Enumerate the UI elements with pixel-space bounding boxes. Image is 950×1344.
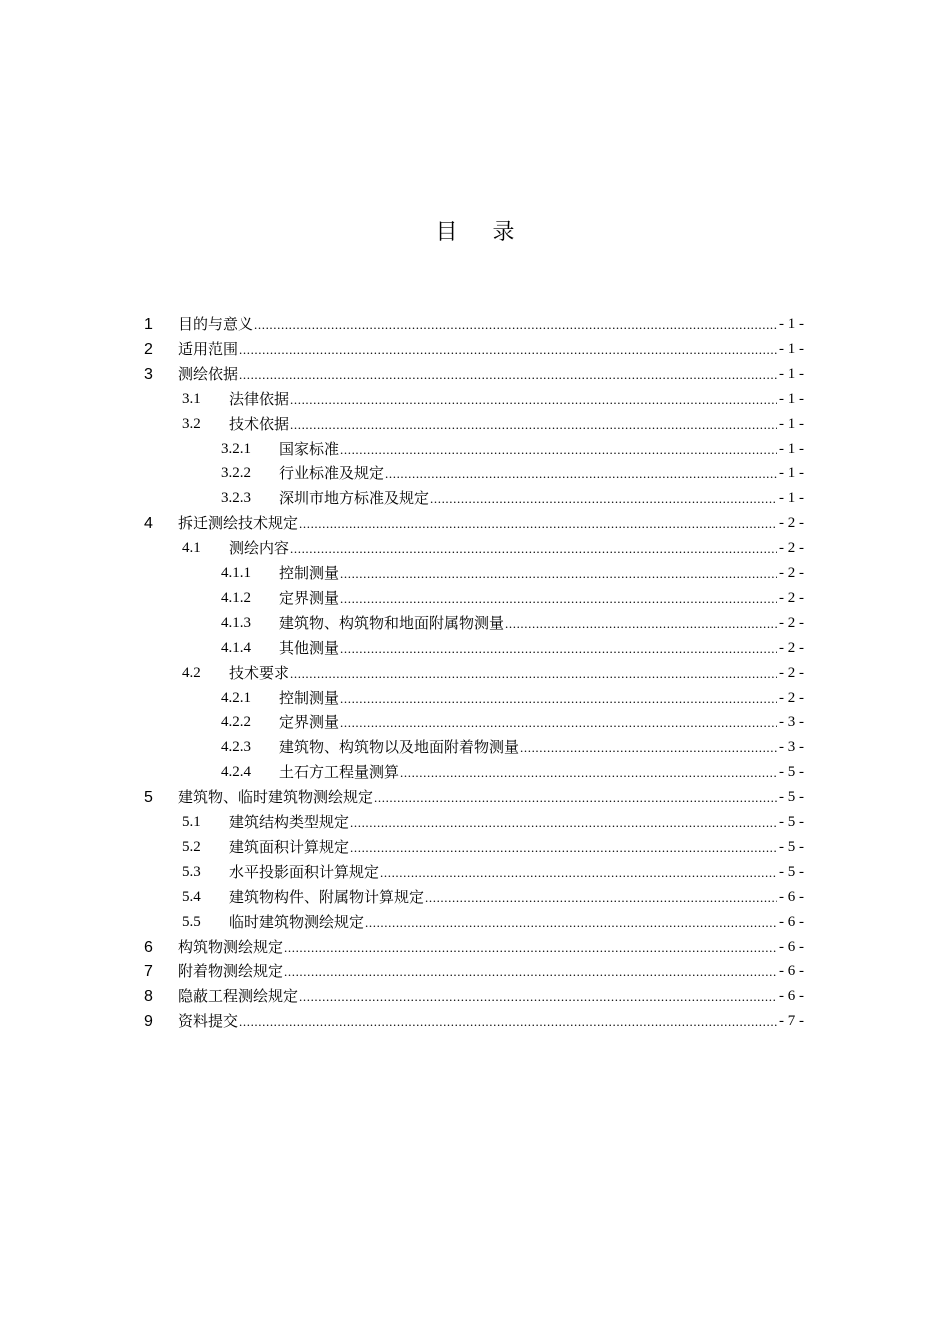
toc-entry-label: 深圳市地方标准及规定: [279, 489, 430, 508]
toc-entry-label: 临时建筑物测绘规定: [229, 912, 365, 931]
toc-entry-leader: [229, 661, 777, 686]
toc-entry-page: - 2 -: [777, 561, 804, 586]
toc-dot-leader: [365, 910, 777, 935]
toc-entry-page: - 2 -: [777, 661, 804, 686]
toc-entry-page: - 2 -: [777, 636, 804, 661]
toc-entry[interactable]: [0, 661, 950, 686]
toc-dot-leader: [350, 835, 777, 860]
toc-entry-number: 4.1.2: [221, 589, 251, 606]
toc-entry-page: - 3 -: [777, 710, 804, 735]
toc-entry-number: 4.2.2: [221, 714, 251, 731]
toc-entry-page: - 1 -: [777, 486, 804, 511]
toc-entry-leader: [279, 611, 777, 636]
toc-entry[interactable]: [0, 312, 950, 337]
toc-entry-page: - 6 -: [777, 885, 804, 910]
toc-entry-number: 8: [144, 988, 153, 1006]
toc-entry[interactable]: [0, 984, 950, 1009]
toc-entry-leader: [178, 984, 777, 1009]
toc-entry-leader: [178, 785, 777, 810]
toc-entry[interactable]: [0, 935, 950, 960]
toc-entry-label: 建筑物构件、附属物计算规定: [229, 887, 425, 906]
toc-dot-leader: [505, 611, 777, 636]
toc-entry-label: 控制测量: [279, 688, 340, 707]
toc-entry-page: - 5 -: [777, 760, 804, 785]
toc-dot-leader: [385, 461, 777, 486]
toc-entry-page: - 1 -: [777, 437, 804, 462]
toc-entry-leader: [178, 935, 777, 960]
toc-entry[interactable]: [0, 511, 950, 536]
toc-entry-page: - 3 -: [777, 735, 804, 760]
toc-entry[interactable]: [0, 387, 950, 412]
toc-entry[interactable]: [0, 686, 950, 711]
toc-entry-label: 测绘依据: [178, 364, 239, 383]
toc-entry-page: - 6 -: [777, 935, 804, 960]
toc-entry-number: 4.2.4: [221, 764, 251, 781]
toc-entry-leader: [178, 959, 777, 984]
toc-entry-number: 5.3: [182, 863, 201, 880]
toc-entry-number: 3.2.2: [221, 465, 251, 482]
toc-entry-page: - 1 -: [777, 362, 804, 387]
toc-entry[interactable]: [0, 412, 950, 437]
toc-entry-number: 3: [144, 365, 153, 383]
page-title: 目 录: [435, 220, 529, 245]
toc-entry-label: 拆迁测绘技术规定: [178, 514, 299, 533]
toc-entry-page: - 6 -: [777, 984, 804, 1009]
toc-entry-number: 5.2: [182, 838, 201, 855]
toc-entry[interactable]: [0, 437, 950, 462]
toc-dot-leader: [520, 735, 777, 760]
toc-entry[interactable]: [0, 885, 950, 910]
toc-entry-number: 5.1: [182, 814, 201, 830]
toc-entry-label: 建筑物、临时建筑物测绘规定: [178, 788, 374, 807]
toc-entry-label: 定界测量: [279, 713, 340, 732]
toc-entry-number: 3.1: [182, 390, 201, 407]
toc-dot-leader: [284, 935, 777, 960]
toc-dot-leader: [299, 984, 777, 1009]
toc-entry-page: - 2 -: [777, 536, 804, 561]
toc-dot-leader: [239, 1009, 777, 1034]
toc-entry-label: 构筑物测绘规定: [178, 937, 284, 956]
toc-entry-label: 建筑面积计算规定: [229, 837, 350, 856]
toc-entry-number: 5.4: [182, 888, 201, 905]
toc-entry-number: 6: [144, 938, 153, 956]
toc-dot-leader: [340, 561, 777, 586]
toc-entry-number: 3.2.3: [221, 490, 251, 507]
toc-entry-label: 定界测量: [279, 588, 340, 607]
toc-entry-leader: [178, 1009, 777, 1034]
toc-dot-leader: [374, 785, 777, 810]
toc-entry-label: 其他测量: [279, 638, 340, 657]
toc-entry-page: - 1 -: [777, 461, 804, 486]
toc-entry-page: - 1 -: [777, 387, 804, 412]
toc-entry-label: 建筑物、构筑物和地面附属物测量: [279, 613, 505, 632]
toc-entry-page: - 2 -: [777, 511, 804, 536]
toc-entry-page: - 5 -: [777, 835, 804, 860]
toc-entry-leader: [279, 686, 777, 711]
toc-entry[interactable]: [0, 586, 950, 611]
toc-entry[interactable]: [0, 835, 950, 860]
toc-entry-number: 3.2.1: [221, 440, 251, 457]
toc-entry[interactable]: [0, 810, 950, 835]
toc-entry[interactable]: [0, 561, 950, 586]
toc-dot-leader: [340, 710, 777, 735]
toc-entry-number: 4.2: [182, 664, 201, 681]
toc-entry-number: 4.1: [182, 540, 201, 557]
toc-dot-leader: [299, 511, 777, 536]
toc-dot-leader: [350, 810, 777, 835]
toc-dot-leader: [430, 486, 777, 511]
toc-entry-leader: [279, 561, 777, 586]
toc-entry-page: - 5 -: [777, 860, 804, 885]
toc-entry[interactable]: [0, 785, 950, 810]
toc-dot-leader: [254, 312, 777, 337]
toc-entry[interactable]: [0, 735, 950, 760]
toc-entry-label: 资料提交: [178, 1012, 239, 1031]
toc-entry-leader: [279, 636, 777, 661]
toc-entry-number: 4.2.1: [221, 689, 251, 706]
toc-entry[interactable]: [0, 362, 950, 387]
toc-entry-number: 4.2.3: [221, 739, 251, 756]
toc-entry-label: 行业标准及规定: [279, 464, 385, 483]
toc-entry-page: - 2 -: [777, 611, 804, 636]
toc-entry-leader: [279, 735, 777, 760]
toc-dot-leader: [340, 586, 777, 611]
toc-entry-label: 技术依据: [229, 414, 290, 433]
toc-entry-number: 5: [144, 789, 153, 807]
toc-entry-label: 水平投影面积计算规定: [229, 862, 380, 881]
toc-entry-leader: [279, 437, 777, 462]
toc-entry[interactable]: [0, 611, 950, 636]
toc-entry-label: 隐蔽工程测绘规定: [178, 987, 299, 1006]
toc-dot-leader: [380, 860, 777, 885]
toc-entry-page: - 7 -: [777, 1009, 804, 1034]
toc-dot-leader: [290, 536, 777, 561]
toc-entry-leader: [229, 860, 777, 885]
toc-entry-page: - 2 -: [777, 586, 804, 611]
toc-entry-leader: [229, 910, 777, 935]
toc-entry-leader: [279, 760, 777, 785]
toc-dot-leader: [340, 686, 777, 711]
toc-entry-leader: [279, 710, 777, 735]
toc-dot-leader: [400, 760, 777, 785]
toc-entry-number: 4: [144, 515, 153, 533]
toc-entry-leader: [279, 586, 777, 611]
toc-entry-label: 测绘内容: [229, 539, 290, 558]
toc-entry-leader: [279, 461, 777, 486]
toc-entry-leader: [229, 835, 777, 860]
toc-dot-leader: [290, 387, 777, 412]
toc-entry-page: - 1 -: [777, 412, 804, 437]
toc-entry-leader: [229, 810, 777, 835]
toc-entry-number: 3.2: [182, 415, 201, 432]
toc-entry[interactable]: [0, 910, 950, 935]
toc-entry-page: - 1 -: [777, 312, 804, 337]
toc-dot-leader: [425, 885, 777, 910]
toc-dot-leader: [284, 959, 777, 984]
toc-entry[interactable]: [0, 636, 950, 661]
toc-entry-number: 4.1.4: [221, 639, 251, 656]
toc-entry-label: 控制测量: [279, 564, 340, 582]
toc-entry-label: 法律依据: [229, 389, 290, 408]
toc-entry-page: - 5 -: [777, 785, 804, 810]
toc-entry-page: - 6 -: [777, 959, 804, 984]
toc-entry[interactable]: [0, 860, 950, 885]
toc-entry[interactable]: [0, 337, 950, 362]
toc-entry[interactable]: [0, 1009, 950, 1034]
toc-entry[interactable]: [0, 461, 950, 486]
toc-entry-leader: [178, 337, 777, 362]
toc-entry-label: 目的与意义: [178, 315, 254, 333]
toc-entry-label: 技术要求: [229, 663, 290, 682]
toc-entry-label: 附着物测绘规定: [178, 962, 284, 981]
toc-entry[interactable]: [0, 710, 950, 735]
toc-entry-leader: [229, 536, 777, 561]
toc-entry-label: 国家标准: [279, 439, 340, 458]
toc-entry-number: 4.1.3: [221, 614, 251, 631]
toc-entry-leader: [279, 486, 777, 511]
toc-entry[interactable]: [0, 760, 950, 785]
toc-entry[interactable]: [0, 959, 950, 984]
toc-entry-number: 7: [144, 963, 153, 981]
toc-dot-leader: [239, 337, 777, 362]
toc-dot-leader: [239, 362, 777, 387]
toc-entry-label: 建筑结构类型规定: [229, 813, 350, 831]
toc-entry-label: 适用范围: [178, 339, 239, 358]
toc-entry-number: 4.1.1: [221, 565, 251, 581]
toc-entry-leader: [229, 885, 777, 910]
toc-entry-leader: [178, 511, 777, 536]
toc-entry[interactable]: [0, 486, 950, 511]
toc-dot-leader: [340, 437, 777, 462]
toc-entry-page: - 1 -: [777, 337, 804, 362]
toc-entry-label: 土石方工程量测算: [279, 763, 400, 782]
toc-entry-number: 5.5: [182, 913, 201, 930]
toc-entry-number: 2: [144, 340, 153, 358]
toc-entry-leader: [178, 312, 777, 337]
toc-entry-leader: [229, 412, 777, 437]
toc-entry-label: 建筑物、构筑物以及地面附着物测量: [279, 738, 520, 757]
toc-entry-page: - 6 -: [777, 910, 804, 935]
toc-entry-page: - 5 -: [777, 810, 804, 835]
toc-entry-number: 9: [144, 1013, 153, 1031]
toc-entry-leader: [229, 387, 777, 412]
toc-dot-leader: [340, 636, 777, 661]
toc-entry-page: - 2 -: [777, 686, 804, 711]
toc-entry[interactable]: [0, 536, 950, 561]
toc-entry-number: 1: [144, 316, 153, 333]
toc-dot-leader: [290, 661, 777, 686]
toc-dot-leader: [290, 412, 777, 437]
toc-entry-leader: [178, 362, 777, 387]
